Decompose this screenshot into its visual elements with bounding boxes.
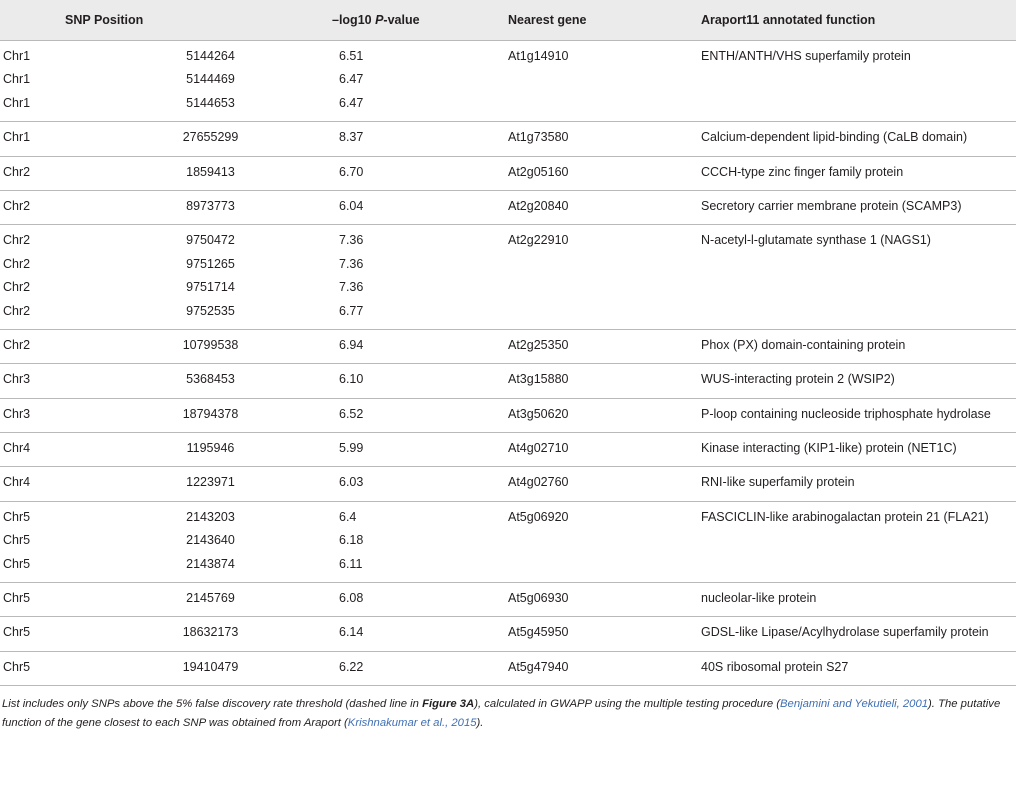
cell-snp-position: [118, 364, 303, 398]
cell-p-value: [303, 122, 505, 156]
gene-id: At2g20840: [508, 198, 569, 213]
p-value: 7.36: [339, 280, 364, 295]
cell-p-value: [303, 156, 505, 190]
snp-position-value: 9751714: [186, 280, 235, 295]
cell-p-value: [303, 617, 505, 651]
table-row: [0, 398, 1016, 432]
header-p-suffix: -value: [383, 13, 420, 27]
cell-p-value: [303, 467, 505, 501]
cell-function: [698, 467, 1016, 501]
gene-id: At2g25350: [508, 337, 569, 352]
table-row: [0, 225, 1016, 330]
cell-function: [698, 190, 1016, 224]
cell-function: [698, 433, 1016, 467]
function-text: 40S ribosomal protein S27: [701, 659, 849, 674]
cell-nearest-gene: [505, 225, 698, 330]
p-value: 7.36: [339, 256, 364, 271]
snp-position-value: 9751265: [186, 256, 235, 271]
cell-p-value: [303, 225, 505, 330]
header-p-italic: P: [375, 13, 384, 27]
cell-nearest-gene: [505, 364, 698, 398]
cell-snp-position: [118, 41, 303, 122]
p-value: 6.77: [339, 303, 364, 318]
cell-nearest-gene: [505, 190, 698, 224]
cell-p-value: [303, 398, 505, 432]
cell-p-value: [303, 501, 505, 582]
gene-id: At5g45950: [508, 625, 569, 640]
p-value: 7.36: [339, 233, 364, 248]
p-value: 6.94: [339, 337, 364, 352]
table-row: [0, 329, 1016, 363]
cell-chromosome: [0, 433, 118, 467]
p-value: 6.11: [339, 556, 363, 571]
table-row: [0, 122, 1016, 156]
chromosome-value: Chr5: [3, 625, 31, 640]
cell-function: [698, 156, 1016, 190]
gene-id: At2g05160: [508, 164, 569, 179]
cell-nearest-gene: [505, 41, 698, 122]
table-row: [0, 433, 1016, 467]
cell-snp-position: [118, 617, 303, 651]
header-snp-position: [65, 0, 303, 41]
header-nearest-gene: Nearest gene: [505, 0, 698, 41]
chromosome-value: Chr5: [3, 659, 31, 674]
function-text: P-loop containing nucleoside triphosphate hydrolase: [701, 406, 991, 421]
gene-id: At1g14910: [508, 49, 569, 63]
snp-position-value: 10799538: [182, 337, 239, 352]
function-text: Kinase interacting (KIP1-like) protein (NET1C): [701, 441, 957, 456]
function-text: Phox (PX) domain-containing protein: [701, 337, 906, 352]
snp-position-value: 5368453: [186, 372, 235, 387]
cell-function: [698, 329, 1016, 363]
p-value: 6.51: [339, 49, 364, 63]
function-text: WUS-interacting protein 2 (WSIP2): [701, 372, 895, 387]
header-function: Araport11 annotated function: [698, 0, 1016, 41]
function-text: ENTH/ANTH/VHS superfamily protein: [701, 49, 911, 63]
cell-nearest-gene: [505, 651, 698, 685]
p-value: 6.14: [339, 625, 364, 640]
table-footnote: [0, 686, 1016, 733]
chromosome-value: Chr5: [3, 509, 31, 524]
cell-function: [698, 501, 1016, 582]
cell-chromosome: [0, 329, 118, 363]
chromosome-value: Chr4: [3, 441, 31, 456]
gene-id: At4g02760: [508, 475, 569, 490]
cell-p-value: [303, 651, 505, 685]
chromosome-value: Chr1: [3, 95, 31, 110]
chromosome-value: Chr1: [3, 72, 31, 87]
footnote-part4: ).: [476, 717, 484, 730]
p-value: 5.99: [339, 441, 364, 456]
cell-chromosome: [0, 501, 118, 582]
table-row: [0, 651, 1016, 685]
cell-function: [698, 41, 1016, 122]
function-text: GDSL-like Lipase/Acylhydrolase superfamily protein: [701, 625, 989, 640]
table-row: [0, 617, 1016, 651]
gene-id: At4g02710: [508, 441, 569, 456]
chromosome-value: Chr4: [3, 475, 31, 490]
snp-position-value: 9750472: [186, 233, 235, 248]
chromosome-value: Chr5: [3, 556, 31, 571]
p-value: 6.18: [339, 533, 364, 548]
cell-function: [698, 583, 1016, 617]
cell-snp-position: [118, 156, 303, 190]
footnote-figure-ref: Figure 3A: [422, 698, 475, 711]
snp-position-value: 19410479: [182, 659, 239, 674]
function-text: FASCICLIN-like arabinogalactan protein 21 (FLA21): [701, 509, 989, 524]
cell-chromosome: [0, 617, 118, 651]
p-value: 6.03: [339, 475, 364, 490]
cell-snp-position: [118, 433, 303, 467]
cell-p-value: [303, 364, 505, 398]
chromosome-value: Chr2: [3, 233, 31, 248]
cell-chromosome: [0, 583, 118, 617]
gene-id: At3g50620: [508, 406, 569, 421]
cell-chromosome: [0, 364, 118, 398]
function-text: CCCH-type zinc finger family protein: [701, 164, 904, 179]
snp-position-value: 8973773: [186, 198, 235, 213]
p-value: 6.47: [339, 95, 364, 110]
chromosome-value: Chr2: [3, 256, 31, 271]
function-text: RNI-like superfamily protein: [701, 475, 855, 490]
snp-position-value: 1859413: [186, 164, 235, 179]
cell-p-value: [303, 433, 505, 467]
snp-position-value: 1223971: [186, 475, 235, 490]
gene-id: At5g06920: [508, 509, 569, 524]
gene-id: At2g22910: [508, 233, 569, 248]
snp-position-value: 5144653: [186, 95, 235, 110]
table-row: [0, 41, 1016, 122]
snp-position-value: 18794378: [182, 406, 239, 421]
p-value: 6.4: [339, 509, 357, 524]
snp-position-value: 2145769: [186, 591, 235, 606]
table-row: [0, 156, 1016, 190]
cell-snp-position: [118, 398, 303, 432]
cell-nearest-gene: [505, 398, 698, 432]
gene-id: At1g73580: [508, 130, 569, 145]
cell-snp-position: [118, 467, 303, 501]
cell-p-value: [303, 41, 505, 122]
chromosome-value: Chr1: [3, 49, 31, 63]
cell-nearest-gene: [505, 329, 698, 363]
function-text: N-acetyl-l-glutamate synthase 1 (NAGS1): [701, 233, 931, 248]
function-text: nucleolar-like protein: [701, 591, 817, 606]
chromosome-value: Chr2: [3, 303, 31, 318]
chromosome-value: Chr5: [3, 591, 31, 606]
table-row: [0, 190, 1016, 224]
footnote-part3: ). The putative function of the gene closest to each SNP was obtained from Araport (: [2, 698, 1001, 730]
p-value: 6.22: [339, 659, 364, 674]
chromosome-value: Chr2: [3, 164, 31, 179]
cell-snp-position: [118, 329, 303, 363]
p-value: 6.52: [339, 406, 364, 421]
chromosome-value: Chr3: [3, 372, 31, 387]
cell-function: [698, 122, 1016, 156]
cell-snp-position: [118, 583, 303, 617]
cell-snp-position: [118, 122, 303, 156]
cell-snp-position: [118, 225, 303, 330]
p-value: 6.70: [339, 164, 364, 179]
cell-p-value: [303, 583, 505, 617]
function-text: Secretory carrier membrane protein (SCAMP3): [701, 198, 962, 213]
cell-p-value: [303, 329, 505, 363]
cell-nearest-gene: [505, 617, 698, 651]
cell-p-value: [303, 190, 505, 224]
snp-position-value: 2143203: [186, 509, 235, 524]
cell-chromosome: [0, 190, 118, 224]
chromosome-value: Chr2: [3, 337, 31, 352]
cell-function: [698, 651, 1016, 685]
gene-id: At5g47940: [508, 659, 569, 674]
table-row: [0, 501, 1016, 582]
table-body: [0, 41, 1016, 686]
cell-nearest-gene: [505, 433, 698, 467]
header-p-prefix: –log10: [332, 13, 376, 27]
p-value: 6.47: [339, 72, 364, 87]
cell-function: [698, 364, 1016, 398]
cell-chromosome: [0, 651, 118, 685]
snp-position-value: 2143640: [186, 533, 235, 548]
snp-position-value: 9752535: [186, 303, 235, 318]
chromosome-value: Chr1: [3, 130, 31, 145]
cell-snp-position: [118, 190, 303, 224]
p-value: 6.10: [339, 372, 364, 387]
p-value: 6.08: [339, 591, 364, 606]
gene-id: At3g15880: [508, 372, 569, 387]
snp-position-value: 5144264: [186, 49, 235, 63]
chromosome-value: Chr5: [3, 533, 31, 548]
cell-snp-position: [118, 651, 303, 685]
cell-chromosome: [0, 398, 118, 432]
chromosome-value: Chr3: [3, 406, 31, 421]
cell-chromosome: [0, 467, 118, 501]
table-row: [0, 467, 1016, 501]
table-row: [0, 583, 1016, 617]
cell-nearest-gene: [505, 501, 698, 582]
header-snp-position-label: SNP Position: [65, 13, 144, 27]
cell-nearest-gene: [505, 156, 698, 190]
cell-function: [698, 225, 1016, 330]
snp-position-value: 1195946: [186, 441, 235, 456]
snp-position-value: 5144469: [186, 72, 235, 87]
footnote-citation-krishnakumar[interactable]: Krishnakumar et al., 2015: [347, 717, 477, 730]
p-value: 6.04: [339, 198, 364, 213]
header-neg-log10-p: [303, 0, 505, 41]
chromosome-value: Chr2: [3, 198, 31, 213]
table-header-row: [0, 0, 1016, 41]
snp-position-value: 2143874: [186, 556, 235, 571]
cell-chromosome: [0, 156, 118, 190]
cell-function: [698, 398, 1016, 432]
p-value: 8.37: [339, 130, 364, 145]
footnote-citation-benjamini[interactable]: Benjamini and Yekutieli, 2001: [780, 698, 929, 711]
cell-chromosome: [0, 41, 118, 122]
snp-position-value: 18632173: [182, 625, 239, 640]
cell-nearest-gene: [505, 467, 698, 501]
cell-nearest-gene: [505, 122, 698, 156]
cell-chromosome: [0, 225, 118, 330]
table-row: [0, 364, 1016, 398]
cell-chromosome: [0, 122, 118, 156]
chromosome-value: Chr2: [3, 280, 31, 295]
function-text: Calcium-dependent lipid-binding (CaLB domain): [701, 130, 968, 145]
cell-snp-position: [118, 501, 303, 582]
snp-position-value: 27655299: [182, 130, 239, 145]
cell-function: [698, 617, 1016, 651]
cell-nearest-gene: [505, 583, 698, 617]
footnote-part2: ), calculated in GWAPP using the multiple testing procedure (: [474, 698, 781, 711]
gene-id: At5g06930: [508, 591, 569, 606]
footnote-part1: List includes only SNPs above the 5% false discovery rate threshold (dashed line in: [2, 698, 423, 711]
